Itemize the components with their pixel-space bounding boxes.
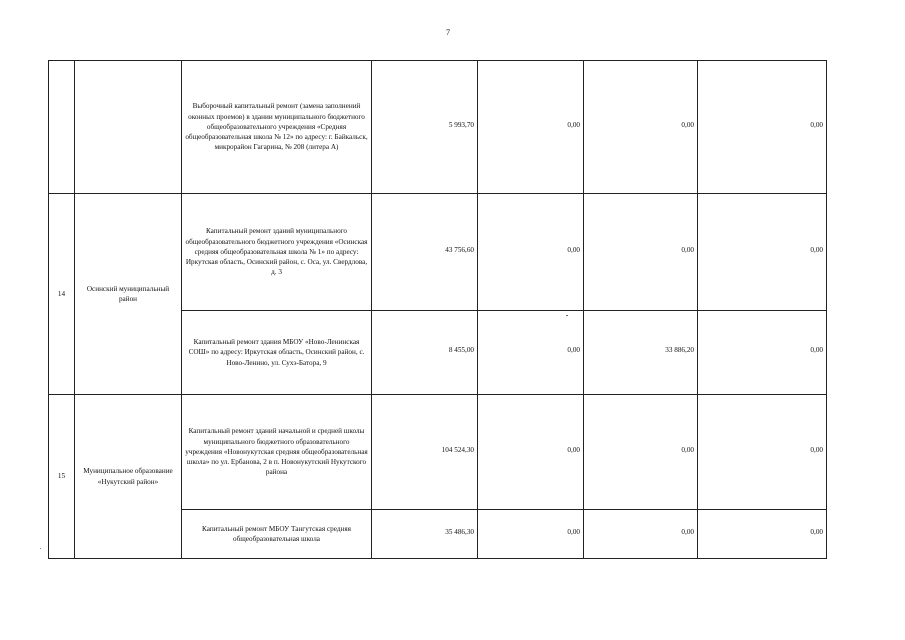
amount-cell [584,510,698,559]
amount-cell [372,311,478,395]
amount-value: 0,00 [681,120,694,129]
description-cell: Капитальный ремонт здания МБОУ «Ново-Ленинская СОШ» по адресу: Иркутская область, Осинский район, с. Ново-Ленино, ул. Сухэ-Батора, 9 [182,311,372,395]
amount-cell [698,194,827,311]
scan-artifact [40,548,41,549]
amount-value: 0,00 [567,445,580,454]
amount-cell [478,395,584,510]
amount-cell [698,395,827,510]
amount-value: 0,00 [810,445,823,454]
description-cell: Капитальный ремонт зданий муниципального общеобразовательного бюджетного учреждения «Осинская средняя общеобразовательная школа № 1» по адресу: Иркутская область, Осинский район, с. Оса, ул. Свердлова, д. 3 [182,194,372,311]
amount-value: 0,00 [567,120,580,129]
amount-cell [478,61,584,194]
amount-cell [478,194,584,311]
description-cell: Капитальный ремонт МБОУ Тангутская средняя общеобразовательная школа [182,510,372,559]
amount-value: 0,00 [810,527,823,536]
row-number-cell [49,61,75,194]
amount-cell [478,510,584,559]
amount-value: 0,00 [567,245,580,254]
amount-value: 5 993,70 [448,120,474,129]
table-row [49,395,827,510]
row-number: 15 [49,395,75,559]
amount-cell [372,510,478,559]
amount-cell [584,61,698,194]
amount-cell [698,510,827,559]
amount-value: 8 455,00 [448,346,474,355]
amount-value: 35 486,30 [445,527,474,536]
amount-cell [584,194,698,311]
table-row [49,61,827,194]
amount-cell [372,194,478,311]
amount-value: 43 756,60 [445,245,474,254]
table-row [49,194,827,311]
scan-artifact [566,315,568,316]
amount-value: 0,00 [810,245,823,254]
amount-cell [584,395,698,510]
row-number: 14 [49,194,75,395]
amount-value: 0,00 [681,445,694,454]
amount-value: 0,00 [681,245,694,254]
municipality-cell [75,61,182,194]
amount-value: 0,00 [810,120,823,129]
amount-cell [478,311,584,395]
municipality-name: Муниципальное образование «Нукутский район» [75,395,182,559]
description-cell: Капитальный ремонт зданий начальной и средней школы муниципального бюджетного образовательного учреждения «Новонукутская средняя общеобразовательная школа» по ул. Ербанова, 2 в п. Новонукутский Нукутского района [182,395,372,510]
amount-cell [698,311,827,395]
amount-cell [584,311,698,395]
amount-value: 0,00 [567,527,580,536]
amount-value: 33 886,20 [665,346,694,355]
amount-value: 0,00 [681,527,694,536]
municipality-name: Осинский муниципальный район [75,194,182,395]
description-cell: Выборочный капитальный ремонт (замена заполнений оконных проемов) в здании муниципального бюджетного общеобразовательного учреждения «Средняя общеобразовательная школа № 12» по адресу: г. Байкальск, микрорайон Гагарина, № 208 (литера А) [182,61,372,194]
amount-cell [372,395,478,510]
amount-value: 104 524,30 [441,445,474,454]
page-number: 7 [446,28,450,37]
amount-cell [698,61,827,194]
amount-value: 0,00 [567,346,580,355]
amount-cell [372,61,478,194]
capital-repair-table [48,60,827,559]
amount-value: 0,00 [810,346,823,355]
